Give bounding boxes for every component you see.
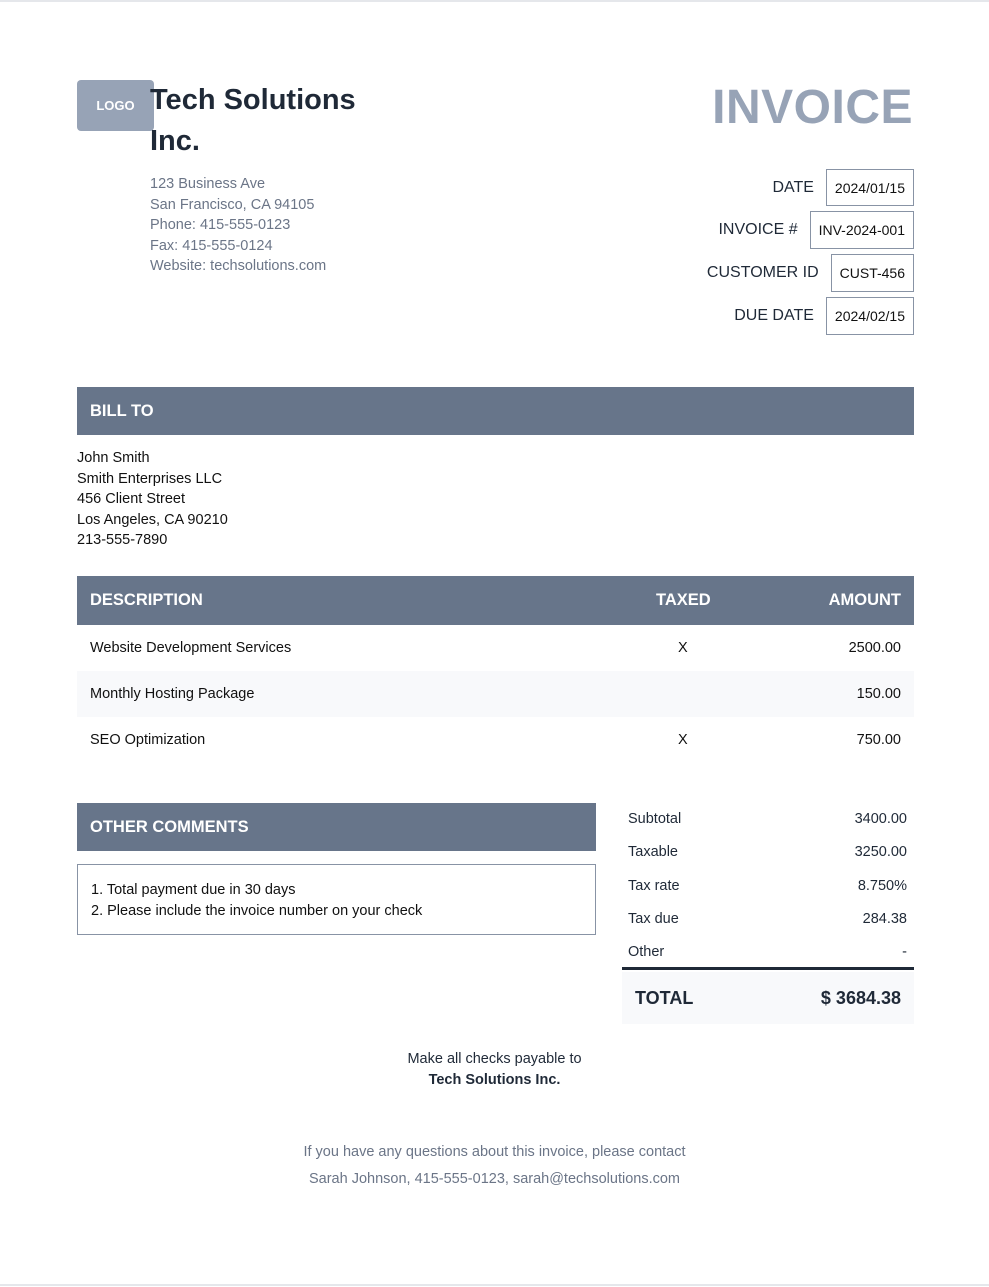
address-line: San Francisco, CA 94105 <box>150 196 315 213</box>
customer-phone: 213-555-7890 <box>77 532 168 549</box>
payable-line: Make all checks payable to <box>407 1051 582 1067</box>
tax-due-label: Tax due <box>628 911 679 927</box>
bottom-divider <box>0 1284 989 1286</box>
customer-company: Smith Enterprises LLC <box>77 470 223 487</box>
contact-line: If you have any questions about this invoice, please contact <box>303 1144 686 1160</box>
customer-name: John Smith <box>77 450 150 466</box>
meta-label: CUSTOMER ID <box>706 264 819 281</box>
item-amount: 150.00 <box>856 686 901 702</box>
fax-line: Fax: 415-555-0124 <box>150 237 273 254</box>
total-value: $ 3684.38 <box>820 988 901 1008</box>
invoice-title: INVOICE <box>712 81 913 134</box>
comment-line: 2. Please include the invoice number on your check <box>91 902 423 919</box>
tax-rate-value: 8.750% <box>857 878 907 894</box>
payable-name: Tech Solutions Inc. <box>428 1072 561 1088</box>
meta-date <box>772 169 914 206</box>
table-row <box>77 717 914 763</box>
bill-to-header: BILL TO <box>77 387 914 435</box>
item-description: Monthly Hosting Package <box>90 686 255 702</box>
taxable-label: Taxable <box>628 844 678 860</box>
date-field[interactable]: 2024/01/15 <box>826 169 914 206</box>
total-label: TOTAL <box>635 988 694 1008</box>
item-description: Website Development Services <box>90 640 292 656</box>
website-line: Website: techsolutions.com <box>150 258 327 275</box>
meta-label: DATE <box>772 178 814 196</box>
meta-label: DUE DATE <box>734 307 814 324</box>
totals-divider <box>622 967 914 970</box>
meta-invoice-number <box>718 211 914 249</box>
item-amount: 2500.00 <box>848 640 901 656</box>
column-header-amount: AMOUNT <box>828 591 901 609</box>
table-row <box>77 625 914 671</box>
column-header-taxed: TAXED <box>656 591 711 609</box>
due-date-field[interactable]: 2024/02/15 <box>826 297 914 335</box>
phone-line: Phone: 415-555-0123 <box>150 217 291 234</box>
item-amount: 750.00 <box>856 732 901 748</box>
other-label: Other <box>628 944 665 960</box>
tax-rate-label: Tax rate <box>628 878 680 894</box>
other-comments-header: OTHER COMMENTS <box>77 803 596 851</box>
company-address <box>150 174 326 277</box>
customer-id-field[interactable]: CUST-456 <box>831 254 914 292</box>
table-row <box>77 671 914 717</box>
taxable-value: 3250.00 <box>854 844 907 860</box>
customer-street: 456 Client Street <box>77 491 186 508</box>
total-row <box>622 972 914 1024</box>
column-header-description: DESCRIPTION <box>90 591 203 609</box>
other-value: - <box>902 944 907 960</box>
meta-label: INVOICE # <box>718 221 798 238</box>
comments-textarea[interactable] <box>77 864 596 935</box>
tax-due-value: 284.38 <box>862 911 907 927</box>
address-line: 123 Business Ave <box>150 176 266 192</box>
subtotal-value: 3400.00 <box>854 811 907 827</box>
company-logo: LOGO <box>77 80 154 131</box>
meta-customer-id <box>707 254 914 292</box>
meta-due-date <box>734 297 914 335</box>
company-name: Tech Solutions Inc. <box>150 84 356 157</box>
item-taxed: X <box>678 732 688 748</box>
subtotal-label: Subtotal <box>628 811 682 827</box>
item-description: SEO Optimization <box>90 732 206 748</box>
item-taxed: X <box>678 640 688 656</box>
top-divider <box>0 0 989 2</box>
bill-to-address <box>77 448 228 551</box>
invoice-number-field[interactable]: INV-2024-001 <box>810 211 914 249</box>
customer-city: Los Angeles, CA 90210 <box>77 511 228 528</box>
items-table-header <box>77 576 914 625</box>
comment-line: 1. Total payment due in 30 days <box>91 882 296 898</box>
contact-details: Sarah Johnson, 415-555-0123, sarah@techsolutions.com <box>308 1171 680 1187</box>
